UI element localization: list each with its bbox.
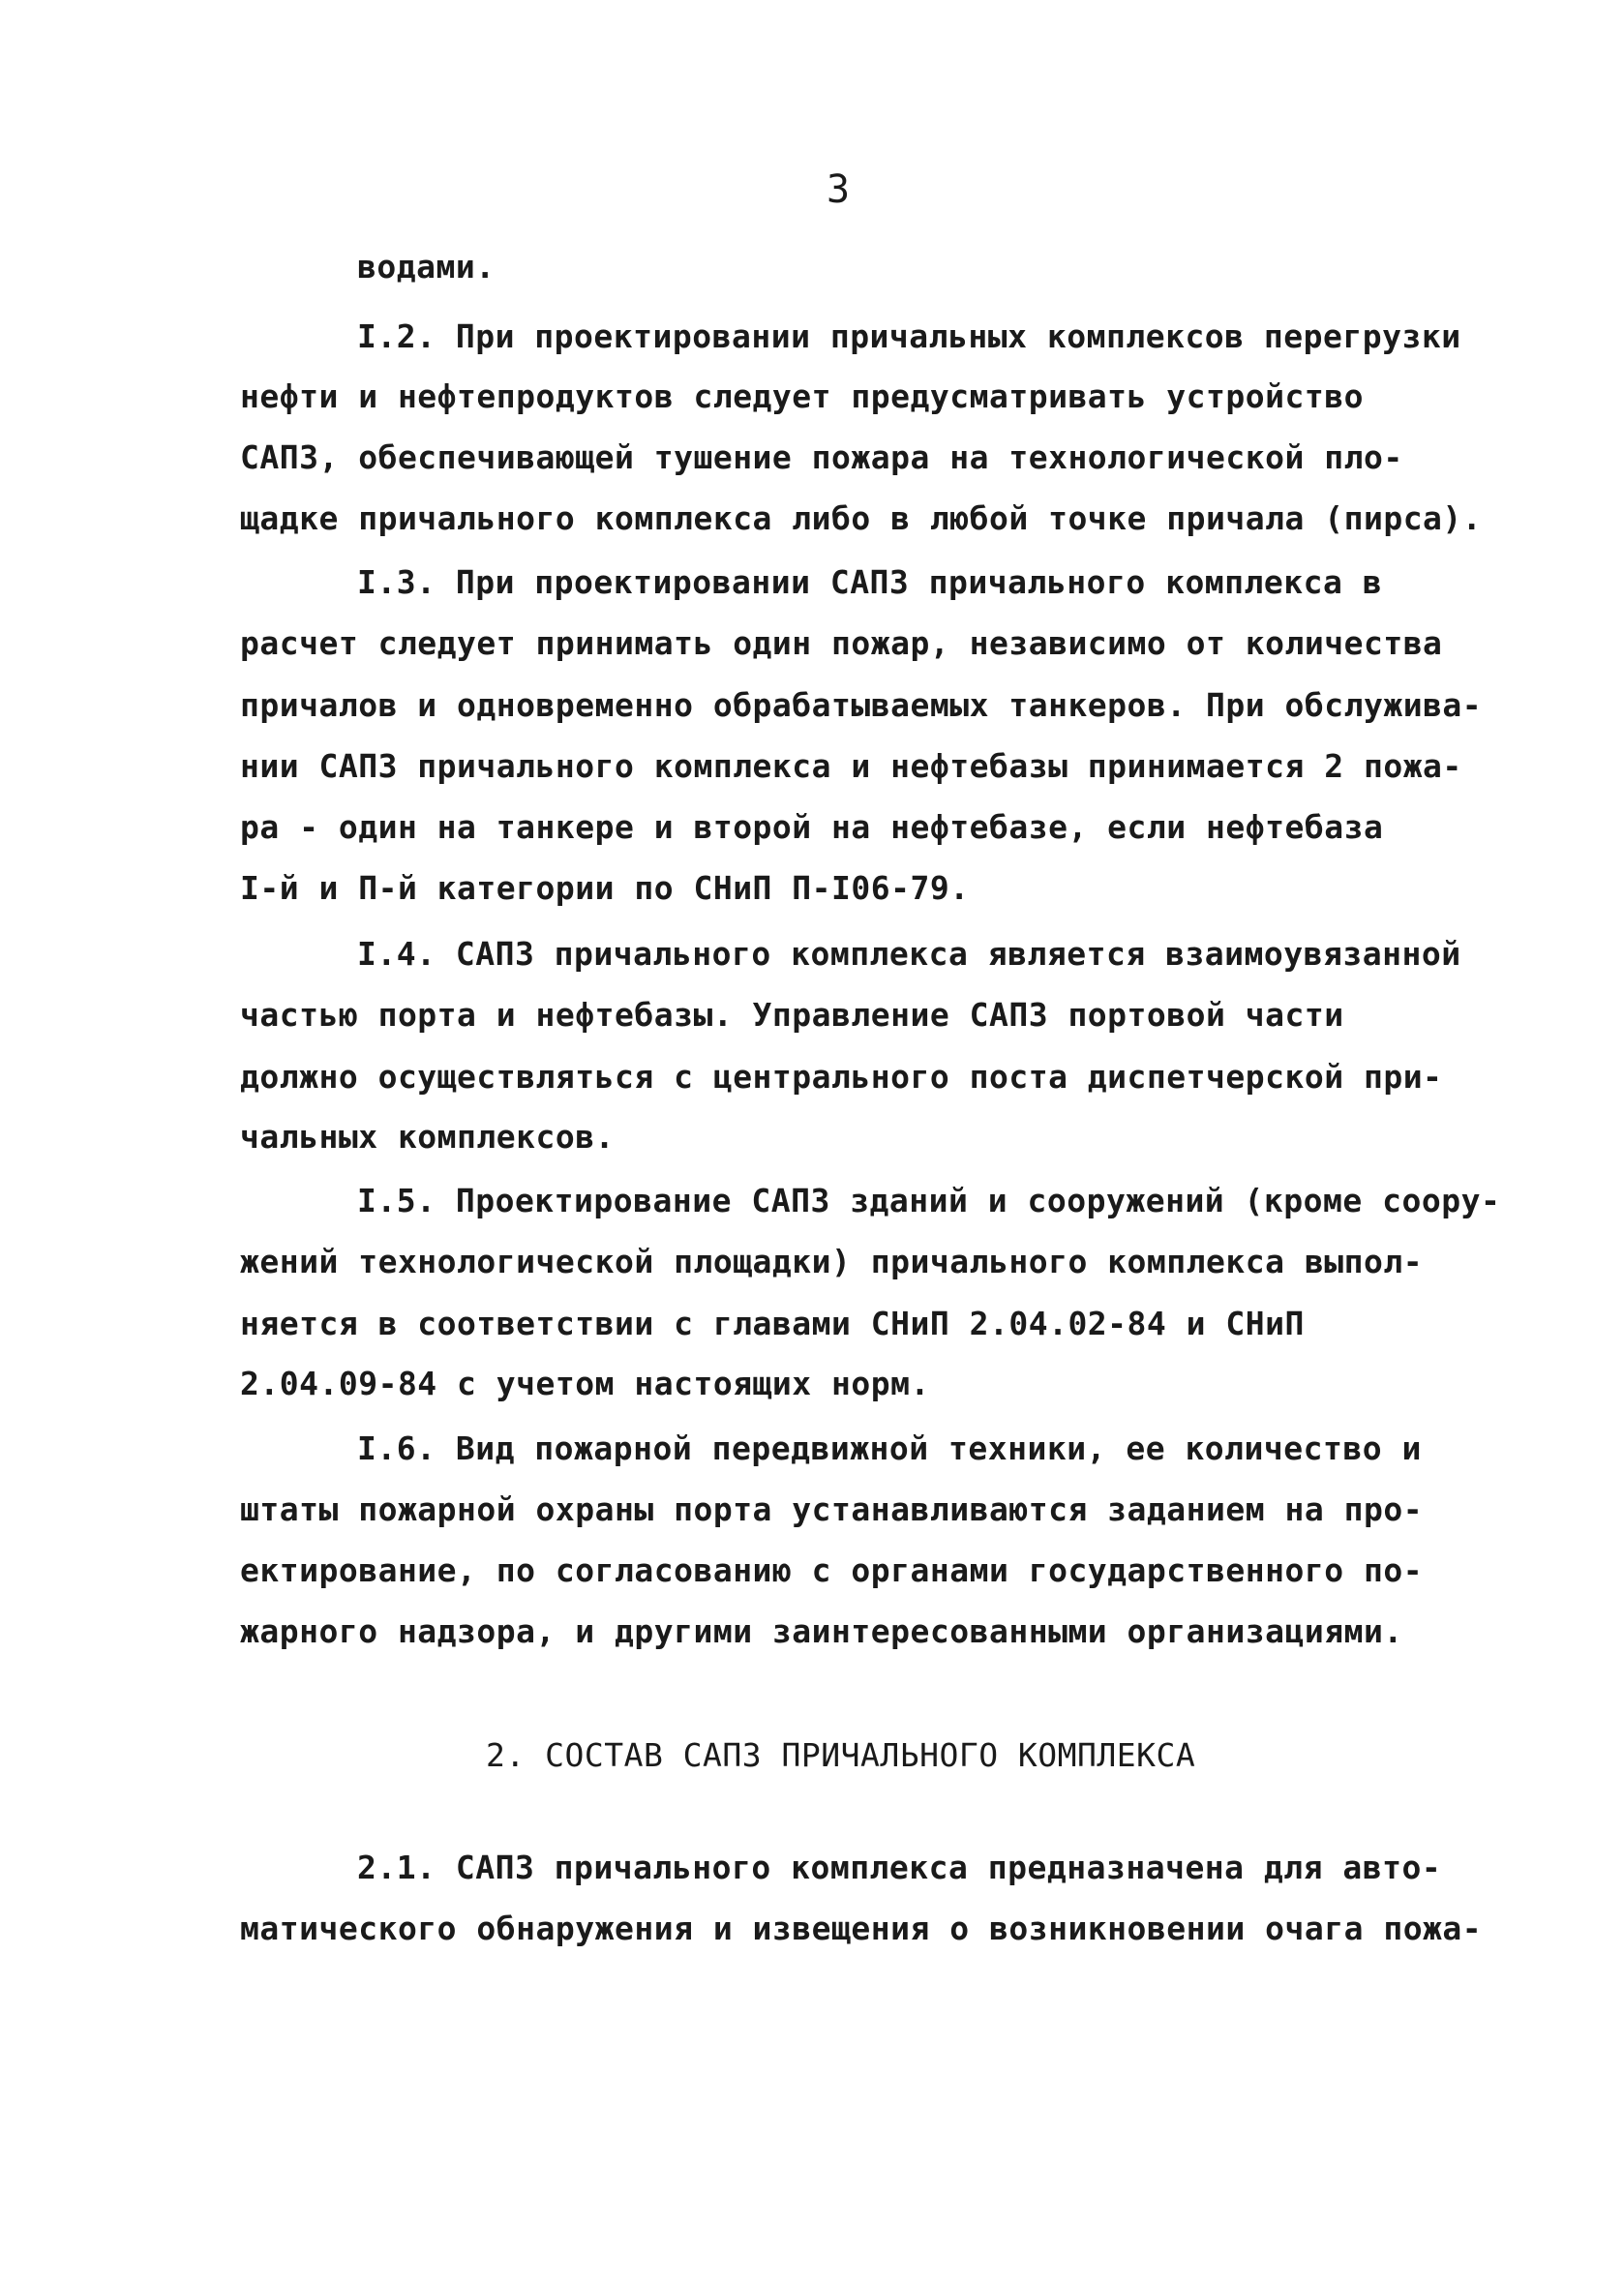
text-line: I.2. При проектировании причальных комплексов перегрузки — [357, 317, 1461, 355]
text-line: штаты пожарной охраны порта устанавливаются заданием на про- — [240, 1490, 1424, 1528]
text-line: жарного надзора, и другими заинтересованными организациями. — [240, 1612, 1403, 1650]
text-line: I.3. При проектировании САПЗ причального комплекса в — [357, 563, 1383, 601]
text-line: I.6. Вид пожарной передвижной техники, ее количество и — [357, 1429, 1422, 1467]
text-line: нии САПЗ причального комплекса и нефтебазы принимается 2 пожа- — [240, 747, 1462, 785]
text-line: 2.1. САПЗ причального комплекса предназначена для авто- — [357, 1849, 1442, 1886]
text-line: жений технологической площадки) причального комплекса выпол- — [240, 1243, 1424, 1280]
text-line: матического обнаружения и извещения о возникновении очага пожа- — [240, 1910, 1483, 1947]
text-line: чальных комплексов. — [240, 1118, 615, 1156]
text-line: расчет следует принимать один пожар, независимо от количества — [240, 624, 1443, 662]
text-line: причалов и одновременно обрабатываемых танкеров. При обслужива- — [240, 686, 1483, 724]
text-line: ра - один на танкере и второй на нефтебазе, если нефтебаза — [240, 808, 1384, 846]
text-line: САПЗ, обеспечивающей тушение пожара на технологической пло- — [240, 438, 1403, 476]
text-line: няется в соответствии с главами СНиП 2.04.02-84 и СНиП — [240, 1305, 1305, 1342]
text-line: частью порта и нефтебазы. Управление САПЗ портовой части — [240, 996, 1344, 1034]
text-line: I.5. Проектирование САПЗ зданий и сооружений (кроме соору- — [357, 1182, 1501, 1219]
text-line: 2.04.09-84 с учетом настоящих норм. — [240, 1365, 930, 1402]
text-line: I.4. САПЗ причального комплекса является взаимоувязанной — [357, 935, 1461, 973]
text-line: I-й и П-й категории по СНиП П-I06-79. — [240, 869, 970, 907]
text-line: щадке причального комплекса либо в любой точке причала (пирса). — [240, 499, 1483, 537]
page-number: 3 — [826, 167, 851, 212]
text-line: водами. — [357, 248, 496, 286]
text-line: должно осуществляться с центрального поста диспетчерской при- — [240, 1058, 1443, 1096]
text-line: ектирование, по согласованию с органами государственного по- — [240, 1551, 1424, 1589]
text-line: нефти и нефтепродуктов следует предусматривать устройство — [240, 377, 1364, 415]
section-heading: 2. СОСТАВ САПЗ ПРИЧАЛЬНОГО КОМПЛЕКСА — [486, 1736, 1196, 1774]
